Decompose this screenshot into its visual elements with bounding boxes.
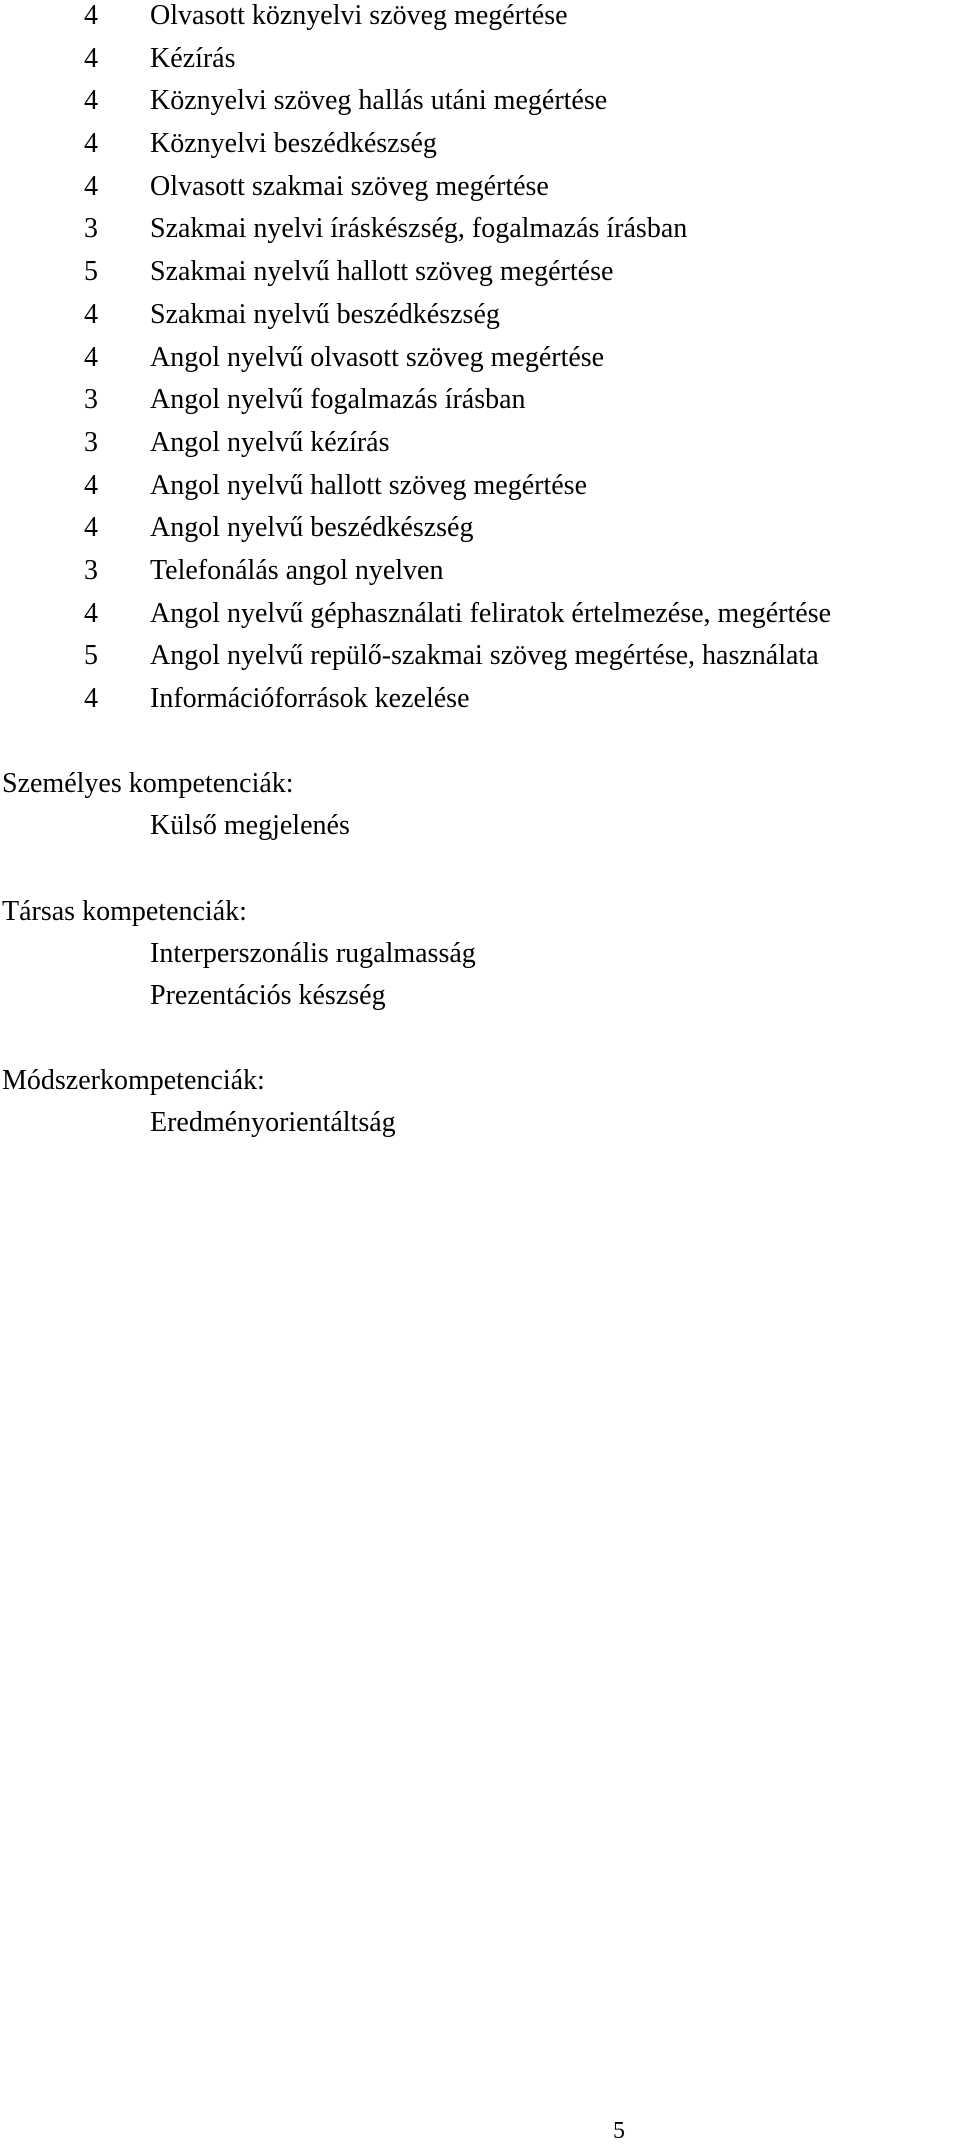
skill-row — [0, 384, 960, 427]
social-competencies-section — [0, 896, 960, 1022]
skill-level: 4 — [84, 128, 98, 160]
skill-name: Kézírás — [150, 42, 236, 74]
personal-competencies-section — [0, 768, 960, 852]
skill-name: Angol nyelvű olvasott szöveg megértése — [150, 341, 605, 373]
skill-level: 4 — [84, 0, 98, 31]
skill-row — [0, 43, 960, 86]
skill-level: 3 — [84, 213, 98, 245]
skill-row — [0, 598, 960, 641]
skill-level: 4 — [84, 85, 98, 117]
skill-level: 4 — [84, 512, 98, 544]
skill-row — [0, 128, 960, 171]
competency-item: Interperszonális rugalmasság — [150, 938, 476, 969]
section-heading: Társas kompetenciák: — [2, 896, 247, 927]
skill-level: 5 — [84, 640, 98, 672]
skill-level: 5 — [84, 256, 98, 288]
skill-name: Angol nyelvű géphasználati feliratok értelmezése, megértése — [150, 597, 832, 629]
skill-row — [0, 683, 960, 726]
skill-row — [0, 256, 960, 299]
skill-row — [0, 640, 960, 683]
competency-item: Külső megjelenés — [150, 810, 350, 841]
skill-row — [0, 299, 960, 342]
skill-row — [0, 85, 960, 128]
skill-level: 4 — [84, 170, 98, 202]
skill-name: Angol nyelvű hallott szöveg megértése — [150, 469, 587, 501]
skill-level: 4 — [84, 341, 98, 373]
skill-row — [0, 213, 960, 256]
section-heading: Módszerkompetenciák: — [2, 1065, 265, 1096]
skill-level: 4 — [84, 469, 98, 501]
skill-name: Szakmai nyelvű beszédkészség — [150, 298, 500, 330]
skill-level: 4 — [84, 42, 98, 74]
skill-name: Szakmai nyelvű hallott szöveg megértése — [150, 256, 614, 288]
skill-row — [0, 342, 960, 385]
skill-level: 4 — [84, 683, 98, 714]
skill-row — [0, 555, 960, 598]
competency-item: Eredményorientáltság — [150, 1107, 396, 1138]
skill-row — [0, 0, 960, 43]
skill-level: 4 — [84, 298, 98, 330]
skill-level: 3 — [84, 426, 98, 458]
skill-name: Angol nyelvű beszédkészség — [150, 512, 474, 544]
skill-row — [0, 470, 960, 513]
competency-item: Prezentációs készség — [150, 980, 386, 1011]
skill-name: Információforrások kezelése — [150, 683, 470, 714]
skill-level: 3 — [84, 384, 98, 416]
skill-name: Angol nyelvű repülő-szakmai szöveg megértése, használata — [150, 640, 819, 672]
skill-name: Telefonálás angol nyelven — [150, 554, 444, 586]
page-number: 5 — [613, 2118, 625, 2144]
skill-name: Olvasott szakmai szöveg megértése — [150, 170, 549, 202]
skill-row — [0, 512, 960, 555]
skill-name: Köznyelvi beszédkészség — [150, 128, 437, 160]
skill-name: Olvasott köznyelvi szöveg megértése — [150, 0, 568, 31]
section-heading: Személyes kompetenciák: — [2, 768, 294, 799]
skill-row — [0, 427, 960, 470]
skill-name: Köznyelvi szöveg hallás utáni megértése — [150, 85, 608, 117]
skill-name: Szakmai nyelvi íráskészség, fogalmazás írásban — [150, 213, 688, 245]
skill-level: 3 — [84, 554, 98, 586]
skill-list — [0, 0, 960, 726]
method-competencies-section — [0, 1065, 960, 1149]
skill-level: 4 — [84, 597, 98, 629]
skill-row — [0, 171, 960, 214]
skill-name: Angol nyelvű fogalmazás írásban — [150, 384, 526, 416]
skill-name: Angol nyelvű kézírás — [150, 426, 390, 458]
